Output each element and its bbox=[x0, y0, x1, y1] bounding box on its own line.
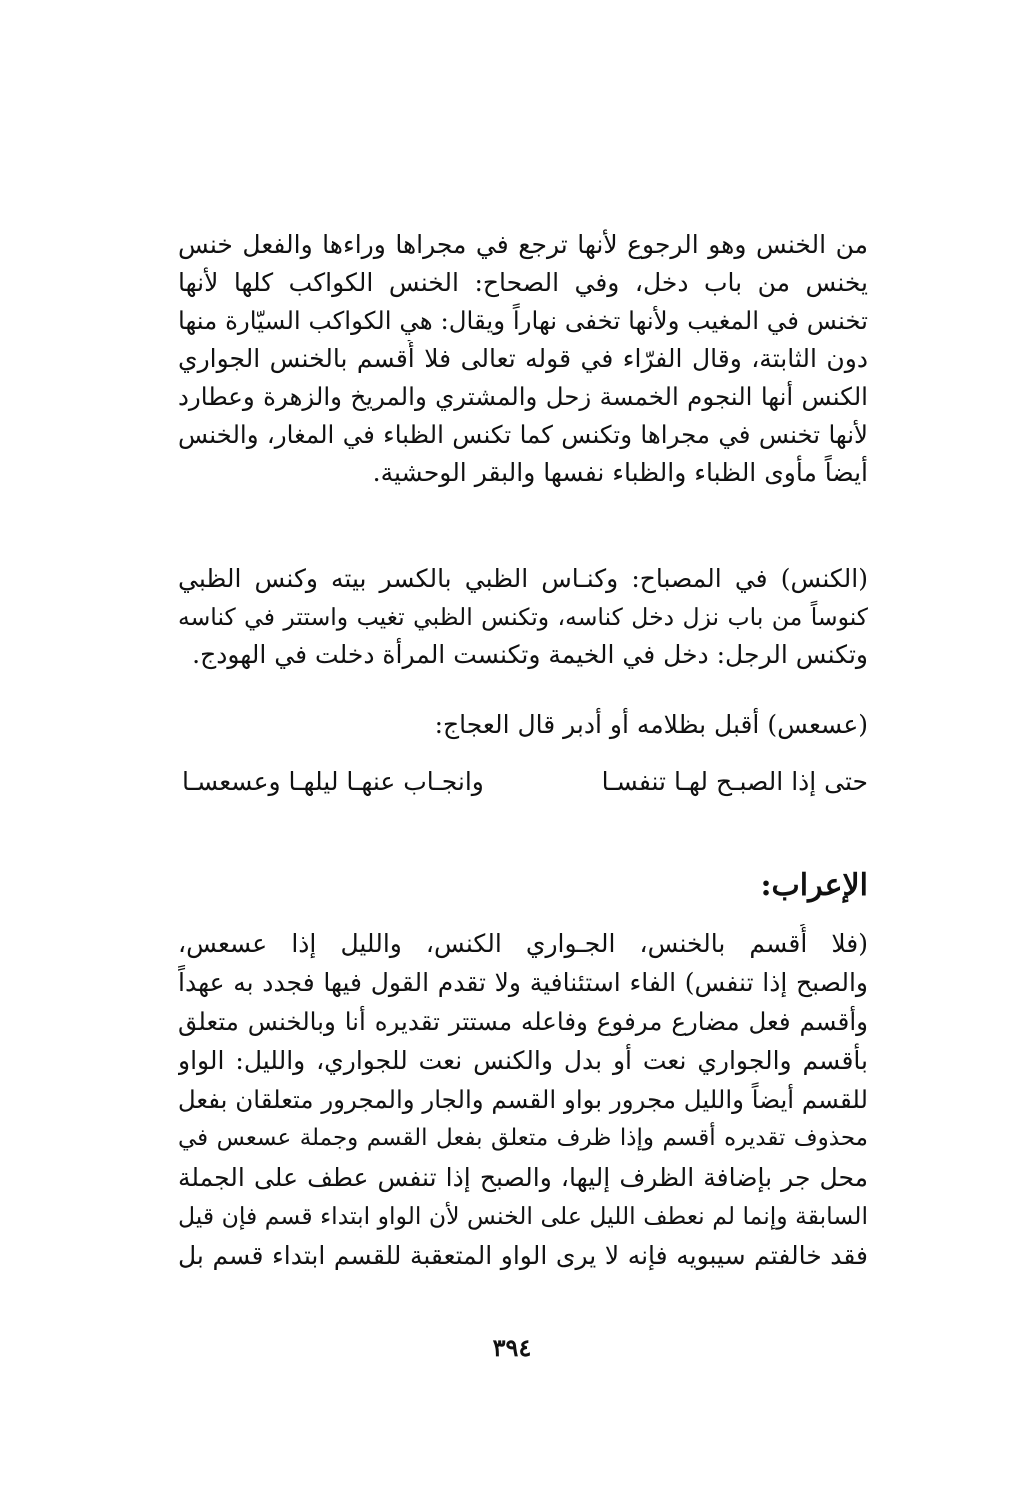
text-line: بأقسم والجواري نعت أو بدل والكنس نعت للجواري، والليل: الواو bbox=[178, 1046, 868, 1075]
text-line: يخنس من باب دخل، وفي الصحاح: الخنس الكواكب كلها لأنها bbox=[178, 268, 868, 297]
text-line: (الكنس) في المصباح: وكنـاس الظبي بالكسر بيته وكنس الظبي bbox=[178, 564, 868, 593]
text-line: السابقة وإنما لم نعطف الليل على الخنس لأن الواو ابتداء قسم فإن قيل bbox=[178, 1202, 868, 1230]
paragraph-grammar-analysis bbox=[178, 924, 868, 1275]
verse-second-hemistich: وانجـاب عنهـا ليلهـا وعسعسـا bbox=[182, 767, 484, 796]
text-line: وتكنس الرجل: دخل في الخيمة وتكنست المرأة دخلت في الهودج. bbox=[192, 640, 868, 669]
text-line: محل جر بإضافة الظرف إليها، والصبح إذا تنفس عطف على الجملة bbox=[178, 1163, 868, 1192]
text-line: للقسم أيضاً والليل مجرور بواو القسم والجار والمجرور متعلقان بفعل bbox=[178, 1085, 868, 1114]
paragraph-definition-khunnas bbox=[178, 226, 868, 492]
verse-first-hemistich: حتى إذا الصبـح لهـا تنفسـا bbox=[601, 767, 868, 796]
text-line: الكنس أنها النجوم الخمسة زحل والمشتري والمريخ والزهرة وعطارد bbox=[178, 382, 868, 411]
text-line: تخنس في المغيب ولأنها تخفى نهاراً ويقال: هي الكواكب السيّارة منها bbox=[178, 306, 868, 335]
paragraph-definition-asas bbox=[178, 706, 868, 744]
text-line: دون الثابتة، وقال الفرّاء في قوله تعالى فلا أُقسم بالخنس الجواري bbox=[178, 344, 868, 373]
text-line: وأقسم فعل مضارع مرفوع وفاعله مستتر تقديره أنا وبالخنس متعلق bbox=[178, 1007, 868, 1036]
text-line: (فلا أُقسم بالخنس، الجـواري الكنس، والليل إذا عسعس، bbox=[178, 929, 868, 958]
page-number: ٣٩٤ bbox=[492, 1333, 532, 1362]
text-line: كنوساً من باب نزل دخل كناسه، وتكنس الظبي تغيب واستتر في كناسه bbox=[178, 603, 868, 631]
section-heading: الإعراب: bbox=[760, 868, 868, 903]
text-line: والصبح إذا تنفس) الفاء استئنافية ولا تقدم القول فيها فجدد به عهداً bbox=[178, 968, 868, 997]
text-line: محذوف تقديره أقسم وإذا ظرف متعلق بفعل القسم وجملة عسعس في bbox=[178, 1125, 868, 1151]
text-line: فقد خالفتم سيبويه فإنه لا يرى الواو المتعقبة للقسم ابتداء قسم بل bbox=[178, 1241, 868, 1270]
text-line: أيضاً مأوى الظباء والظباء نفسها والبقر الوحشية. bbox=[372, 458, 868, 487]
paragraph-definition-kunnas bbox=[178, 560, 868, 674]
text-line: من الخنس وهو الرجوع لأنها ترجع في مجراها وراءها والفعل خنس bbox=[178, 230, 868, 259]
poetry-verse bbox=[182, 760, 868, 804]
text-line: لأنها تخنس في مجراها وتكنس كما تكنس الظباء في المغار، والخنس bbox=[178, 420, 868, 449]
text-line: (عسعس) أقبل بظلامه أو أدبر قال العجاج: bbox=[434, 710, 868, 739]
